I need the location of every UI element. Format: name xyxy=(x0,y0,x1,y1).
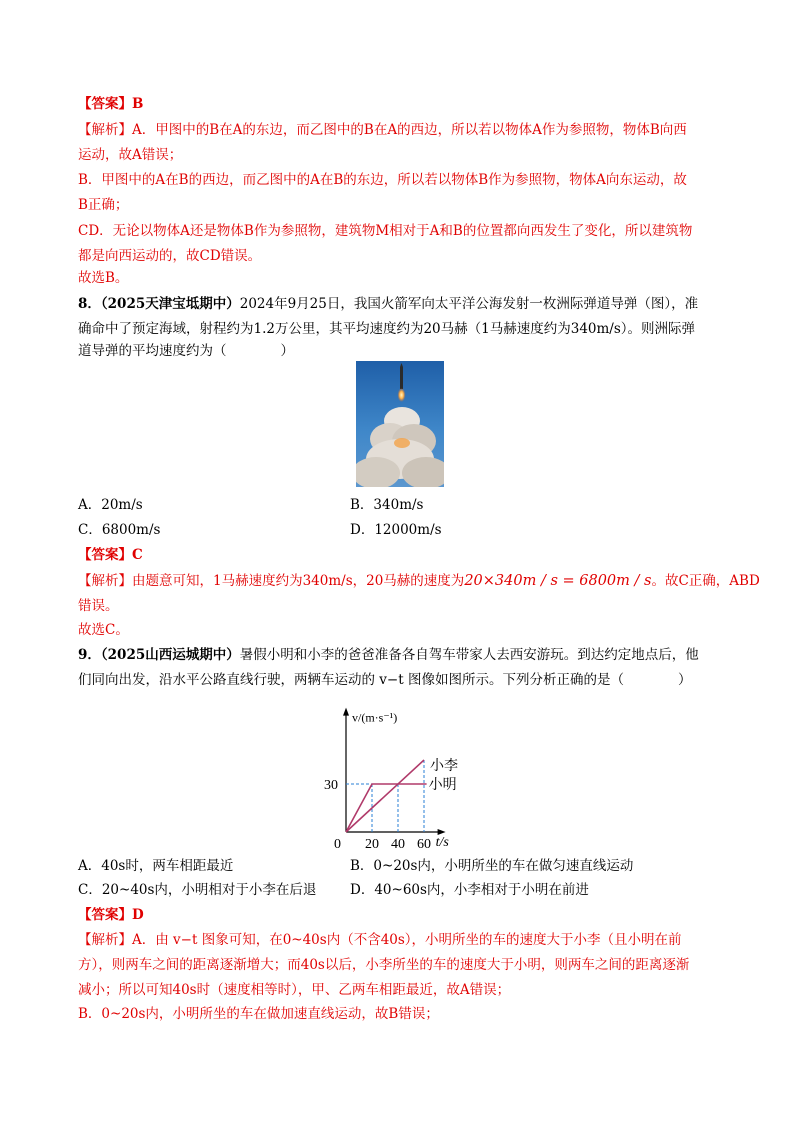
q8-number: 8． xyxy=(78,296,101,312)
series-label-xiaoming: 小明 xyxy=(428,778,457,793)
missile-launch-drawing xyxy=(356,361,444,487)
q9-analysis-line-4: B．0~20s内，小明所坐的车在做加速直线运动，故B错误； xyxy=(78,1006,439,1022)
q8-stem-line-2: 确命中了预定海域，射程约为1.2万公里，其平均速度约为20马赫（1马赫速度约为340m/s）。则洲际弹 xyxy=(78,321,696,337)
q9-option-c: C．20~40s内，小明相对于小李在后退 xyxy=(78,882,317,898)
q7-analysis-line-3: B．甲图中的A在B的西边，而乙图中的A在B的东边，所以若以物体B作为参照物，物体A向东运动，故 xyxy=(78,172,687,188)
vt-chart-svg xyxy=(322,694,502,854)
q7-analysis-line-6: 都是向西运动的，故CD错误。 xyxy=(78,248,262,264)
q8-option-c: C．6800m/s xyxy=(78,522,161,538)
q9-stem-line-1 xyxy=(78,645,699,665)
q8-analysis-line-1 xyxy=(78,571,760,591)
q8-option-d: D．12000m/s xyxy=(350,522,442,538)
series-line-1 xyxy=(346,784,427,832)
q8-stem-line-1 xyxy=(78,294,698,314)
q9-analysis-line-1: 【解析】A．由 v−t 图象可知，在0~40s内（不含40s），小明所坐的车的速度大于小李（且小明在前 xyxy=(78,932,682,948)
series-line-0 xyxy=(346,760,424,832)
q9-number: 9． xyxy=(78,647,101,663)
q9-stem-text: 暑假小明和小李的爸爸准备各自驾车带家人去西安游玩。到达约定地点后，他 xyxy=(239,647,699,663)
q7-analysis-line-2: 运动，故A错误； xyxy=(78,147,183,163)
q9-source: （2025山西运城期中） xyxy=(100,647,240,663)
y-axis-label: v/(m·s⁻¹) xyxy=(352,710,398,725)
vt-chart xyxy=(322,694,502,854)
q7-analysis-line-5: CD．无论以物体A还是物体B作为参照物，建筑物M相对于A和B的位置都向西发生了变化，所以建筑物 xyxy=(78,223,693,239)
q8-option-b: B．340m/s xyxy=(350,497,424,513)
q7-answer: 【答案】B xyxy=(78,96,144,112)
q9-analysis-line-3: 减小；所以可知40s时（速度相等时），甲、乙两车相距最近，故A错误； xyxy=(78,982,511,998)
q8-analysis-line-2: 错误。 xyxy=(78,598,119,614)
q9-option-a: A．40s时，两车相距最近 xyxy=(78,858,234,874)
missile-launch-image xyxy=(356,361,444,487)
x-tick-label-3: 60 xyxy=(417,837,431,852)
q8-source: （2025天津宝坻期中） xyxy=(100,296,240,312)
q8-analysis-pre: 【解析】由题意可知，1马赫速度约为340m/s，20马赫的速度为 xyxy=(78,573,465,589)
q9-analysis-line-2: 方），则两车之间的距离逐渐增大；而40s以后，小李所坐的车的速度大于小明，则两车之间的距离逐渐 xyxy=(78,957,690,973)
q8-analysis-post: 。故C正确，ABD xyxy=(651,573,760,589)
x-tick-label-2: 40 xyxy=(391,837,405,852)
q7-analysis-line-4: B正确； xyxy=(78,197,129,213)
x-tick-label-1: 20 xyxy=(365,837,379,852)
y-axis-arrow xyxy=(343,708,349,716)
q9-stem-line-2: 们同向出发，沿水平公路直线行驶，两辆车运动的 v−t 图像如图所示。下列分析正确的是（ ） xyxy=(78,672,692,688)
q7-choose: 故选B。 xyxy=(78,270,129,286)
q8-option-a: A．20m/s xyxy=(78,497,143,513)
q9-answer: 【答案】D xyxy=(78,907,144,923)
q8-stem-line-3: 道导弹的平均速度约为（ ） xyxy=(78,343,294,359)
x-axis-label: t/s xyxy=(435,835,449,850)
q9-option-b: B．0~20s内，小明所坐的车在做匀速直线运动 xyxy=(350,858,634,874)
x-tick-label-0: 0 xyxy=(334,837,341,852)
q9-option-d: D．40~60s内，小李相对于小明在前进 xyxy=(350,882,589,898)
y-tick-label-0: 30 xyxy=(324,778,338,793)
series-label-xiaoli: 小李 xyxy=(430,759,458,774)
q8-analysis-formula: 20×340m / s = 6800m / s xyxy=(464,573,652,589)
q8-choose: 故选C。 xyxy=(78,622,129,638)
q7-analysis-line-1: 【解析】A．甲图中的B在A的东边，而乙图中的B在A的西边，所以若以物体A作为参照物，物体B向西 xyxy=(78,122,687,138)
q8-answer: 【答案】C xyxy=(78,547,143,563)
q8-stem-text: 2024年9月25日，我国火箭军向太平洋公海发射一枚洲际弹道导弹（图），准 xyxy=(239,296,699,312)
